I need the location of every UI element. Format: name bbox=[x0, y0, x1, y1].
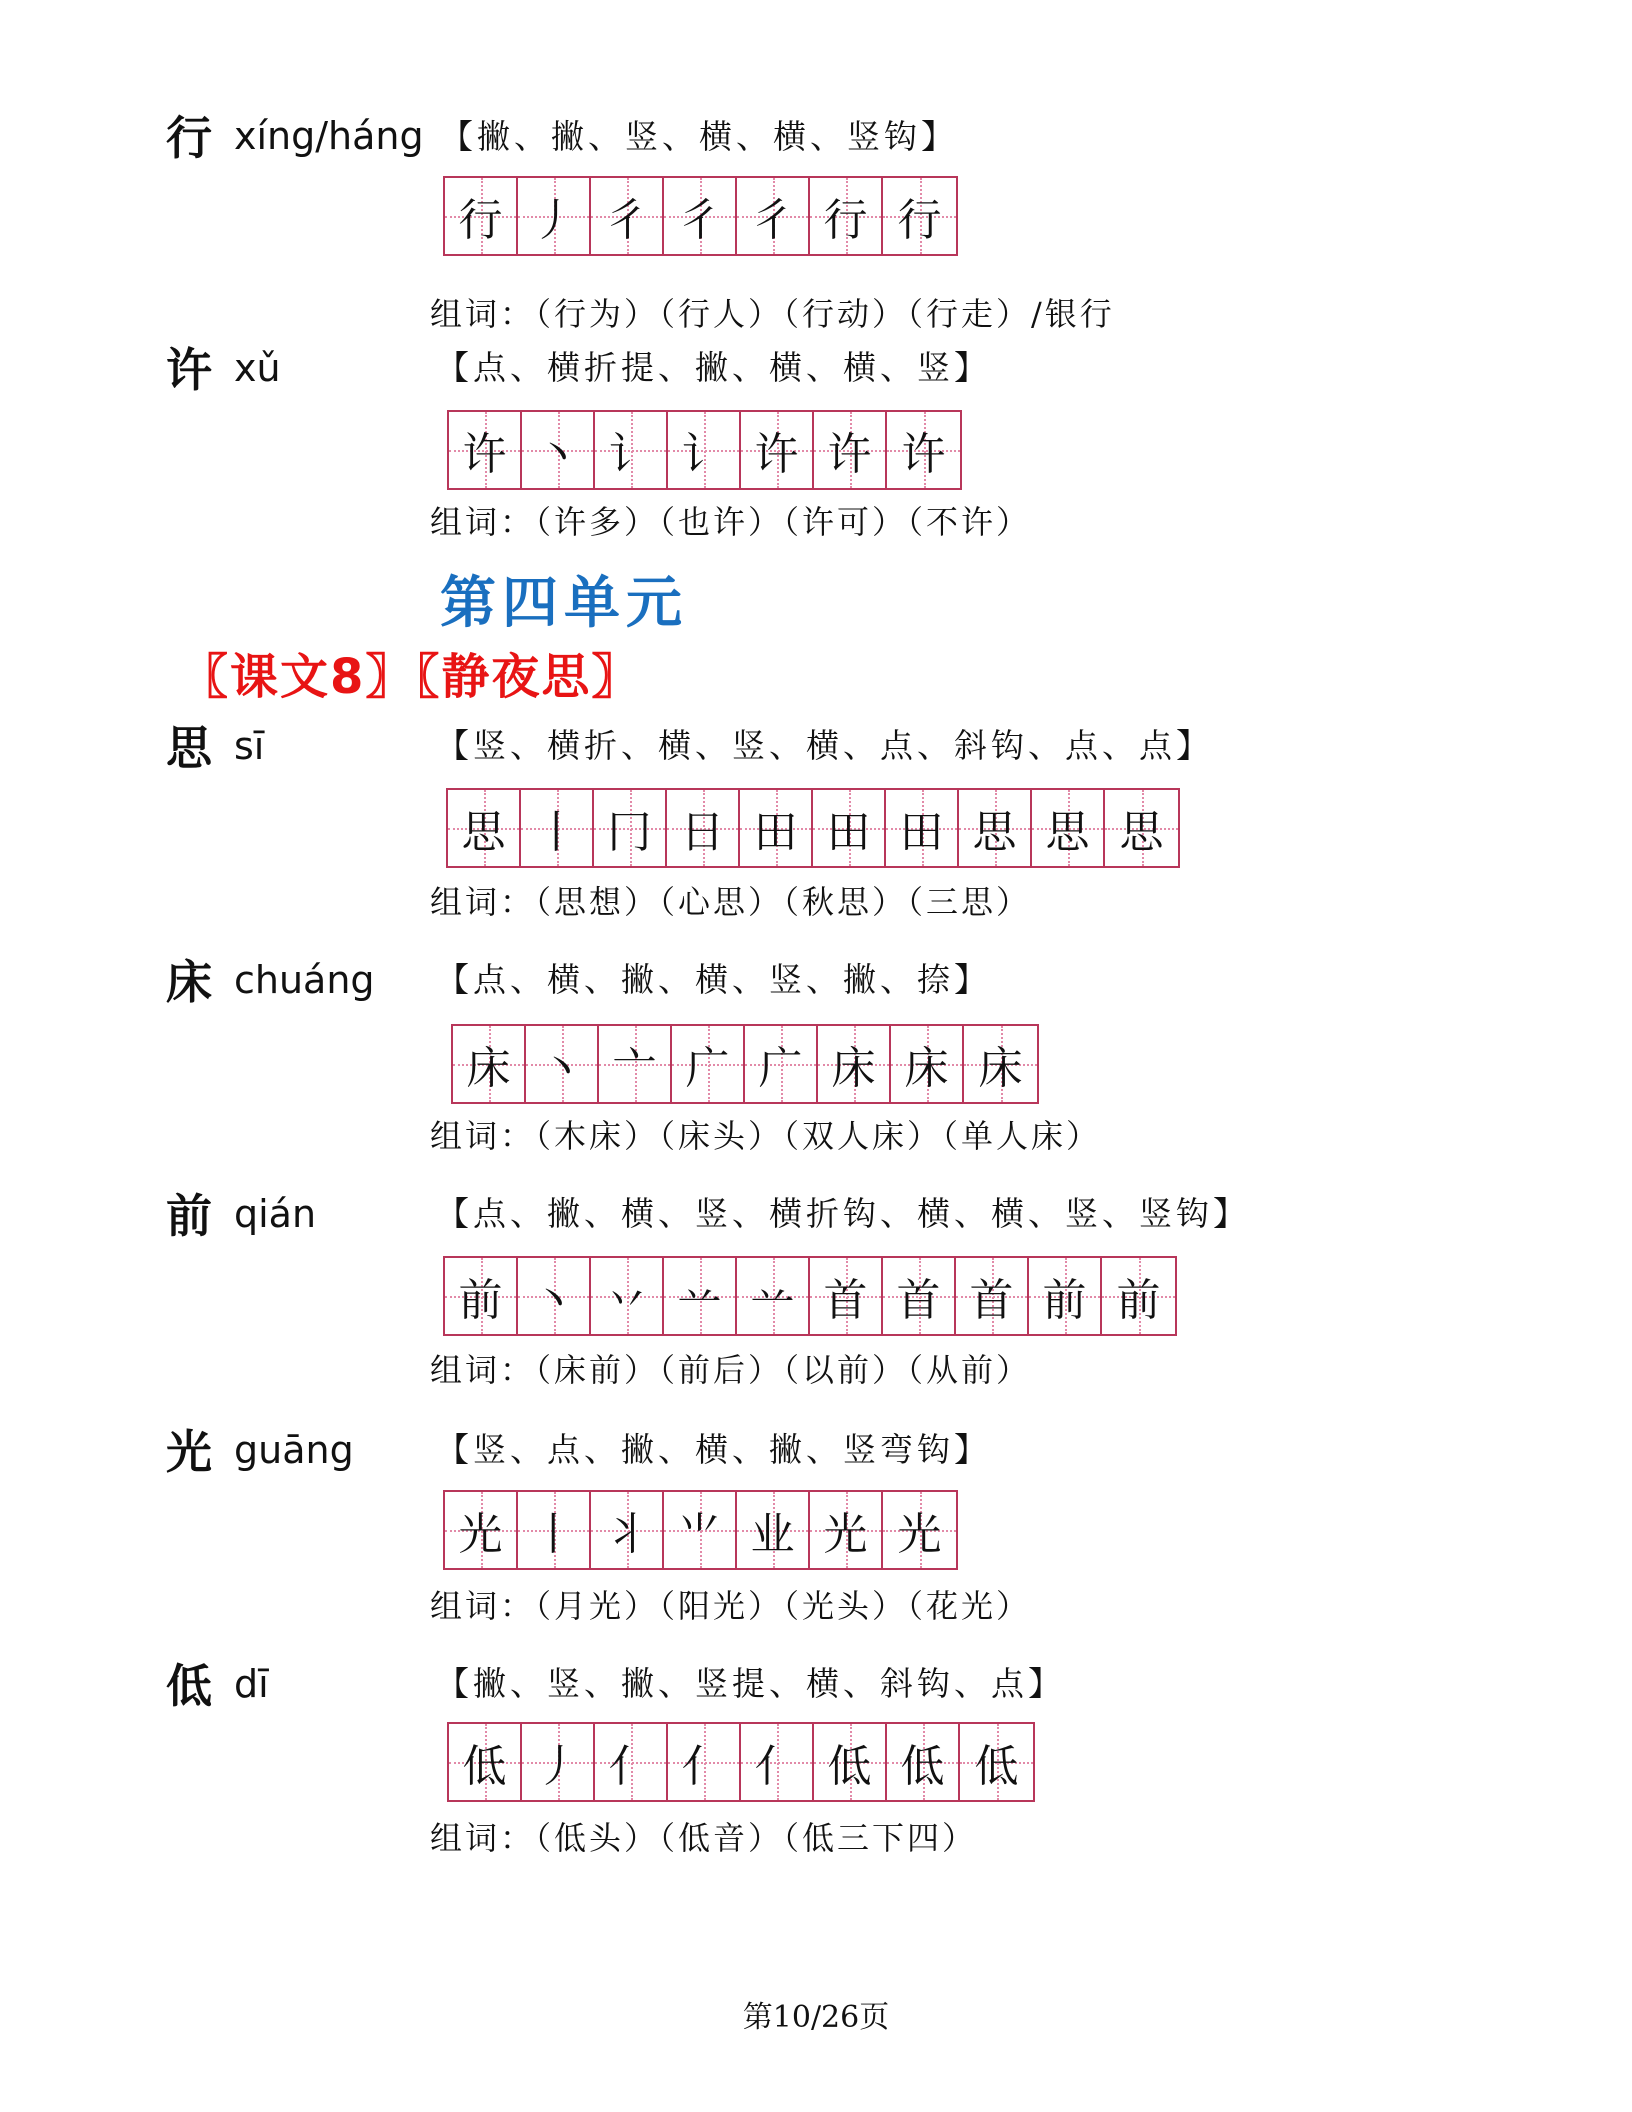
stroke-order-text: 【竖、横折、横、竖、横、点、斜钩、点、点】 bbox=[436, 726, 1213, 765]
stroke-cell: 思 bbox=[1105, 790, 1178, 866]
stroke-grid bbox=[443, 1490, 958, 1570]
unit-title: 第四单元 bbox=[440, 571, 688, 636]
stroke-grid bbox=[451, 1024, 1039, 1104]
stroke-cell: 行 bbox=[445, 178, 518, 254]
stroke-cell: 䒑 bbox=[737, 1258, 810, 1334]
entry-character: 许 bbox=[166, 343, 212, 397]
stroke-cell: 彳 bbox=[591, 178, 664, 254]
stroke-cell: 低 bbox=[887, 1724, 960, 1800]
stroke-cell: 丶 bbox=[518, 1258, 591, 1334]
word-examples: 组词：（木床）（床头）（双人床）（单人床） bbox=[430, 1117, 1102, 1155]
stroke-cell: 彳 bbox=[737, 178, 810, 254]
stroke-cell: 丶 bbox=[522, 412, 595, 488]
stroke-cell: 彳 bbox=[664, 178, 737, 254]
entry-pinyin: dī bbox=[234, 1662, 269, 1706]
stroke-order-text: 【点、横折提、撇、横、横、竖】 bbox=[436, 348, 991, 387]
stroke-cell: 亻 bbox=[741, 1724, 814, 1800]
lesson-title: 〖课文8〗〖静夜思〗 bbox=[180, 649, 642, 705]
stroke-cell: 床 bbox=[818, 1026, 891, 1102]
stroke-cell: 丬 bbox=[591, 1492, 664, 1568]
stroke-cell: 行 bbox=[883, 178, 956, 254]
stroke-cell: 日 bbox=[667, 790, 740, 866]
stroke-cell: 首 bbox=[883, 1258, 956, 1334]
word-examples: 组词：（月光）（阳光）（光头）（花光） bbox=[430, 1587, 1032, 1625]
entry-pinyin: chuáng bbox=[234, 958, 375, 1002]
stroke-cell: 丿 bbox=[518, 178, 591, 254]
stroke-grid bbox=[443, 1256, 1177, 1336]
stroke-cell: 丶 bbox=[526, 1026, 599, 1102]
stroke-cell: 床 bbox=[964, 1026, 1037, 1102]
stroke-cell: 许 bbox=[887, 412, 960, 488]
entry-character: 低 bbox=[166, 1659, 212, 1713]
stroke-order-text: 【点、撇、横、竖、横折钩、横、横、竖、竖钩】 bbox=[436, 1194, 1250, 1233]
entry-pinyin: xíng/háng bbox=[234, 114, 424, 158]
stroke-cell: 前 bbox=[445, 1258, 518, 1334]
stroke-cell: 前 bbox=[1029, 1258, 1102, 1334]
stroke-cell: 丷 bbox=[591, 1258, 664, 1334]
stroke-cell: 田 bbox=[740, 790, 813, 866]
stroke-cell: 亻 bbox=[595, 1724, 668, 1800]
stroke-cell: 许 bbox=[449, 412, 522, 488]
stroke-cell: 思 bbox=[959, 790, 1032, 866]
word-examples: 组词：（低头）（低音）（低三下四） bbox=[430, 1819, 978, 1857]
entry-character: 前 bbox=[166, 1189, 212, 1243]
entry-pinyin: qián bbox=[234, 1192, 317, 1236]
stroke-cell: 丿 bbox=[522, 1724, 595, 1800]
stroke-cell: 广 bbox=[672, 1026, 745, 1102]
entry-character: 床 bbox=[166, 955, 212, 1009]
entry-character: 行 bbox=[166, 111, 212, 165]
stroke-order-text: 【撇、竖、撇、竖提、横、斜钩、点】 bbox=[436, 1664, 1065, 1703]
entry-pinyin: sī bbox=[234, 724, 265, 768]
stroke-cell: 丨 bbox=[521, 790, 594, 866]
entry-character: 思 bbox=[166, 721, 212, 775]
stroke-cell: 思 bbox=[1032, 790, 1105, 866]
stroke-cell: 低 bbox=[814, 1724, 887, 1800]
stroke-cell: 床 bbox=[453, 1026, 526, 1102]
stroke-cell: 床 bbox=[891, 1026, 964, 1102]
stroke-cell: 光 bbox=[883, 1492, 956, 1568]
stroke-grid bbox=[447, 410, 962, 490]
stroke-cell: 亻 bbox=[668, 1724, 741, 1800]
stroke-cell: 广 bbox=[745, 1026, 818, 1102]
entry-character: 光 bbox=[166, 1425, 212, 1479]
stroke-cell: 首 bbox=[956, 1258, 1029, 1334]
stroke-cell: 讠 bbox=[595, 412, 668, 488]
stroke-cell: 前 bbox=[1102, 1258, 1175, 1334]
stroke-cell: 讠 bbox=[668, 412, 741, 488]
entry-pinyin: guāng bbox=[234, 1428, 354, 1472]
stroke-grid bbox=[446, 788, 1180, 868]
stroke-cell: 亠 bbox=[599, 1026, 672, 1102]
stroke-cell: 光 bbox=[810, 1492, 883, 1568]
stroke-cell: ⺌ bbox=[664, 1492, 737, 1568]
stroke-cell: 行 bbox=[810, 178, 883, 254]
word-examples: 组词：（思想）（心思）（秋思）（三思） bbox=[430, 883, 1032, 921]
stroke-cell: 䒑 bbox=[664, 1258, 737, 1334]
stroke-cell: 低 bbox=[960, 1724, 1033, 1800]
stroke-grid bbox=[447, 1722, 1035, 1802]
stroke-cell: 丨 bbox=[518, 1492, 591, 1568]
stroke-cell: 田 bbox=[813, 790, 886, 866]
page-number: 第10/26页 bbox=[742, 2000, 890, 2035]
stroke-cell: 田 bbox=[886, 790, 959, 866]
stroke-cell: 许 bbox=[741, 412, 814, 488]
stroke-order-text: 【竖、点、撇、横、撇、竖弯钩】 bbox=[436, 1430, 991, 1469]
stroke-cell: 冂 bbox=[594, 790, 667, 866]
word-examples: 组词：（行为）（行人）（行动）（行走）/银行 bbox=[430, 295, 1115, 333]
stroke-cell: 光 bbox=[445, 1492, 518, 1568]
entry-pinyin: xǔ bbox=[234, 346, 281, 390]
stroke-order-text: 【点、横、撇、横、竖、撇、捺】 bbox=[436, 960, 991, 999]
stroke-order-text: 【撇、撇、竖、横、横、竖钩】 bbox=[440, 117, 958, 156]
word-examples: 组词：（许多）（也许）（许可）（不许） bbox=[430, 503, 1032, 541]
stroke-cell: 首 bbox=[810, 1258, 883, 1334]
stroke-cell: 业 bbox=[737, 1492, 810, 1568]
stroke-cell: 低 bbox=[449, 1724, 522, 1800]
stroke-grid bbox=[443, 176, 958, 256]
stroke-cell: 许 bbox=[814, 412, 887, 488]
word-examples: 组词：（床前）（前后）（以前）（从前） bbox=[430, 1351, 1032, 1389]
stroke-cell: 思 bbox=[448, 790, 521, 866]
